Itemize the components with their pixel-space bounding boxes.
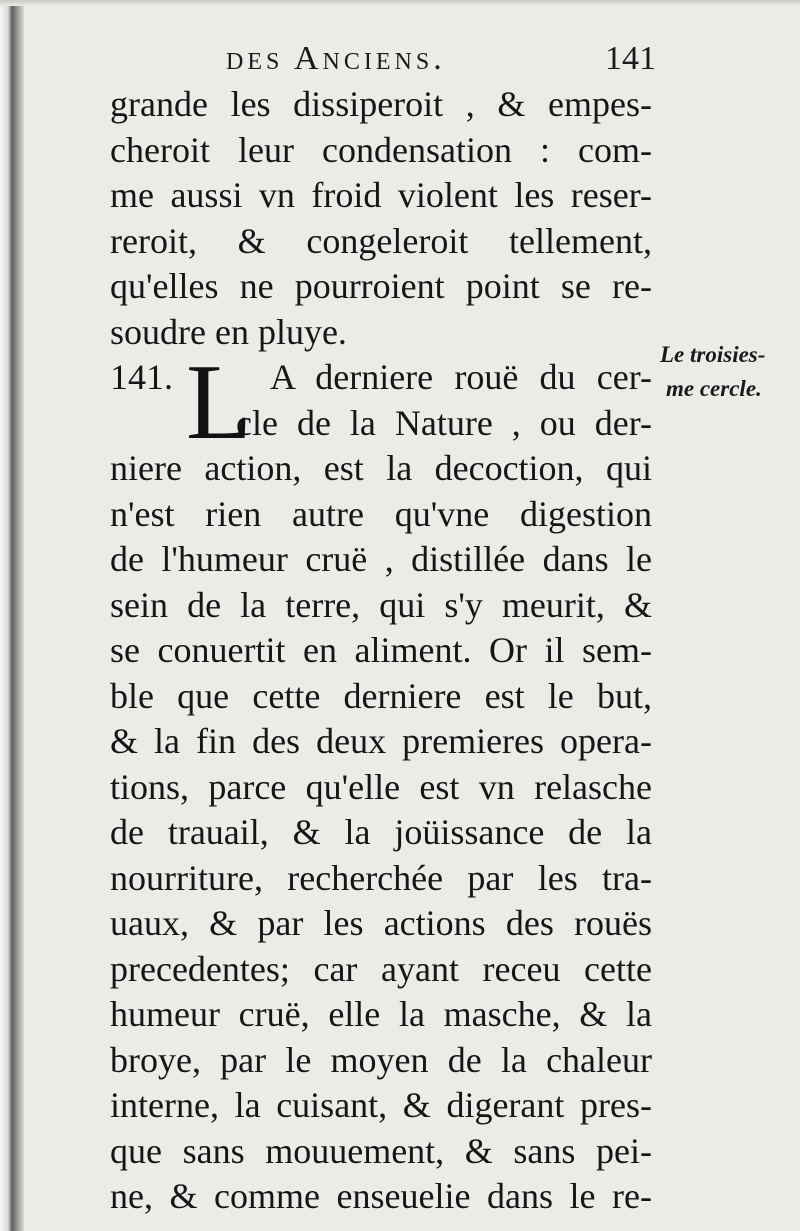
text-line: sein de la terre, qui s'y meurit, & (110, 584, 652, 625)
marginal-note-line: Le troisies- (660, 342, 766, 367)
page-number: 141 (605, 40, 656, 77)
text-line: soudre en pluye. (110, 311, 347, 352)
text-line: grande les dissiperoit , & empes- (110, 84, 652, 124)
text-line: n'est rien autre qu'vne digestion (110, 493, 652, 534)
running-title: des Anciens. (226, 40, 446, 77)
text-line: nourriture, recherchée par les tra- (110, 857, 652, 898)
text-line: niere action, est la decoction, qui (110, 448, 652, 488)
paragraph-number: 141. (110, 357, 173, 397)
text-line: ne, & comme enseuelie dans le re- (110, 1176, 652, 1216)
text-line: me aussi vn froid violent les reser- (110, 175, 652, 215)
text-line: humeur cruë, elle la masche, & la (110, 994, 652, 1034)
drop-cap: L (186, 343, 252, 462)
text-line: A derniere rouë du cer- (270, 357, 652, 397)
body-text (110, 82, 652, 1220)
text-line: tions, parce qu'elle est vn relasche (110, 766, 652, 807)
text-line: reroit, & congeleroit tellement, (110, 220, 652, 261)
text-line: qu'elles ne pourroient point se re- (110, 266, 652, 306)
marginal-note (660, 338, 795, 406)
text-line: uaux, & par les actions des rouës (110, 903, 652, 943)
marginal-note-line: me cercle. (666, 376, 762, 401)
text-line: ble que cette derniere est le but, (110, 675, 652, 716)
text-line: de trauail, & la joüissance de la (110, 812, 652, 852)
running-head (226, 40, 656, 84)
text-line: precedentes; car ayant receu cette (110, 948, 652, 989)
text-line: cheroit leur condensation : com- (110, 129, 652, 170)
text-line: de l'humeur cruë , distillée dans le (110, 539, 652, 579)
page-gutter-shadow (0, 0, 24, 1231)
text-line: que sans mouuement, & sans pei- (110, 1130, 652, 1171)
text-line: interne, la cuisant, & digerant pres- (110, 1085, 652, 1125)
text-line: cle de la Nature , ou der- (236, 402, 652, 443)
text-line: se conuertit en aliment. Or il sem- (110, 630, 652, 670)
text-line: broye, par le moyen de la chaleur (110, 1039, 652, 1080)
page-top-edge (0, 0, 800, 6)
text-line: & la fin des deux premieres opera- (110, 721, 652, 761)
